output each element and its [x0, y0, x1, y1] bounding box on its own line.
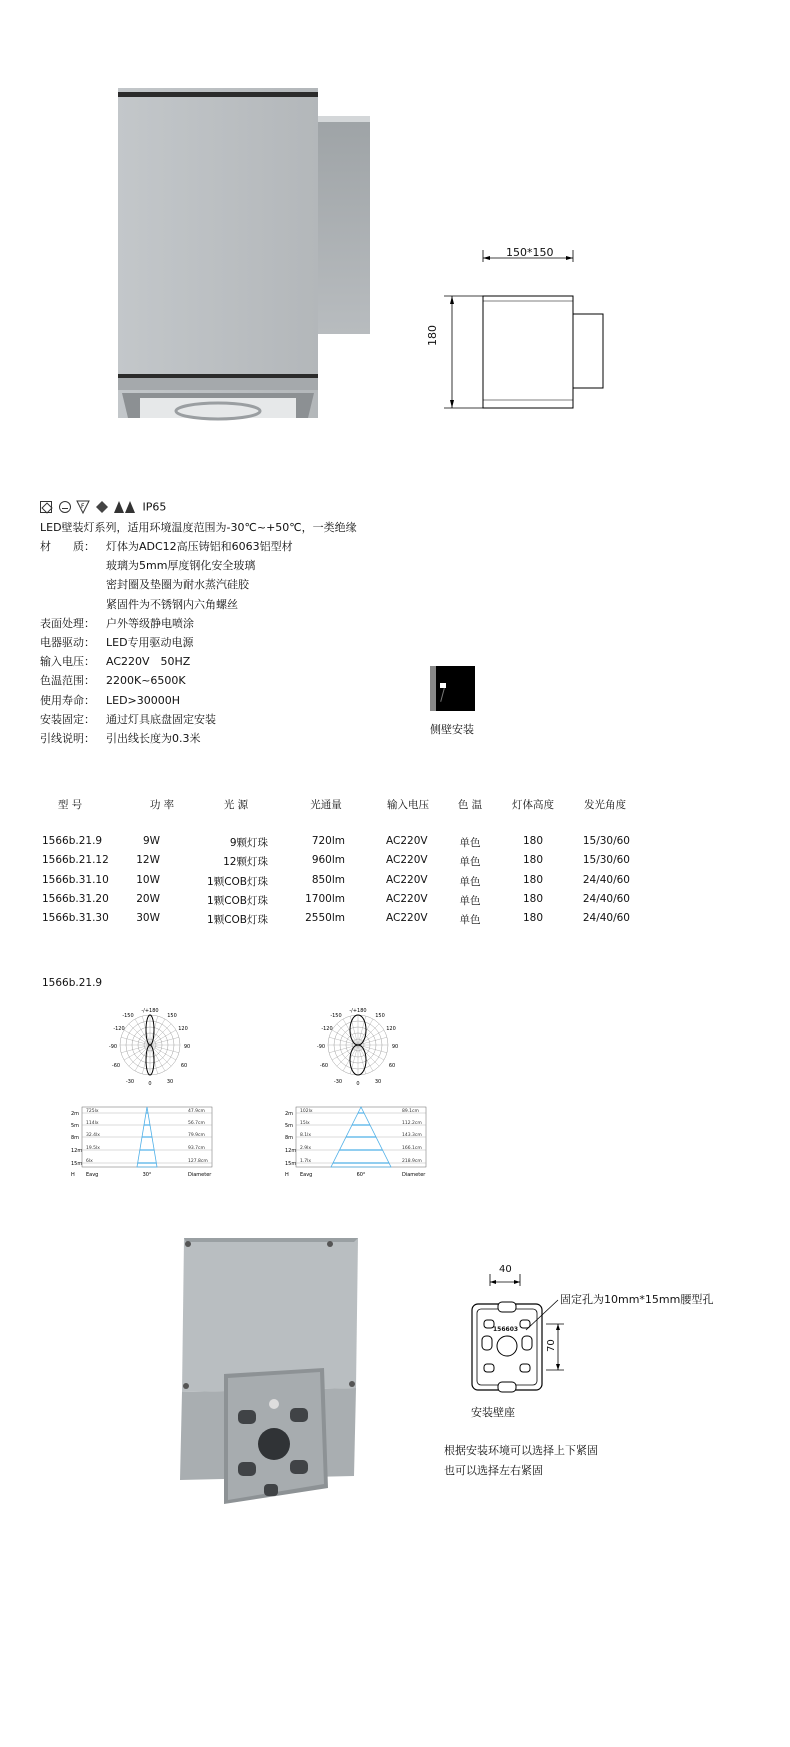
spec-row: [40, 538, 293, 554]
axis-h: H: [71, 1172, 75, 1178]
axis-diameter: Diameter: [402, 1172, 426, 1178]
polar-label: 90: [391, 1044, 399, 1050]
polar-label: -150: [330, 1013, 342, 1019]
spec-value: 引出线长度为0.3米: [106, 732, 201, 745]
table-cell: 1566b.21.12: [42, 854, 109, 867]
table-header: 光 源: [223, 799, 249, 811]
beam-table-30: [70, 1103, 220, 1183]
table-cell: 1颗COB灯珠: [207, 914, 268, 927]
polar-label: -90: [108, 1044, 118, 1050]
photometric-model: 1566b.21.9: [42, 977, 103, 989]
spec-label: 引线说明：: [40, 732, 95, 745]
beam-distance: 2m: [285, 1111, 294, 1117]
beam-lux: 1.7lx: [300, 1159, 312, 1164]
polar-label: -90: [316, 1044, 326, 1050]
table-cell: 30W: [136, 912, 160, 925]
intro-text: LED壁装灯系列，适用环境温度范围为-30℃~+50℃，一类绝缘: [40, 521, 357, 534]
mount-dim-side: 70: [546, 1339, 557, 1352]
table-header: 色 温: [457, 799, 483, 811]
polar-label: -30: [125, 1079, 135, 1085]
table-header: 功 率: [149, 799, 175, 811]
spec-value: 玻璃为5mm厚度钢化安全玻璃: [106, 559, 256, 573]
table-header: 发光角度: [584, 799, 626, 811]
polar-label: -60: [319, 1063, 329, 1069]
axis-eavg: Eavg: [86, 1172, 99, 1178]
svg-text:F: F: [81, 503, 85, 510]
beam-lux: 114lx: [86, 1121, 99, 1126]
table-cell: 2550lm: [305, 912, 345, 925]
polar-label: -/+180: [141, 1008, 159, 1014]
polar-label: -/+180: [349, 1008, 367, 1014]
axis-diameter: Diameter: [188, 1172, 212, 1178]
table-cell: AC220V: [386, 873, 428, 886]
polar-label: -60: [111, 1063, 121, 1069]
polar-label: 150: [375, 1013, 385, 1019]
table-header: 灯体高度: [512, 799, 554, 811]
ground-icon: [59, 501, 71, 513]
table-cell: 10W: [136, 873, 160, 886]
mount-dim-top: 40: [499, 1264, 512, 1275]
beam-diameter: 112.2cm: [402, 1121, 422, 1126]
beam-diameter: 166.1cm: [402, 1146, 422, 1151]
mount-photo: [178, 1238, 374, 1506]
beam-diameter: 93.7cm: [188, 1146, 205, 1151]
table-header: 输入电压: [387, 799, 429, 811]
table-cell: 12颗灯珠: [223, 856, 268, 869]
spec-label: 材 质：: [40, 540, 95, 553]
spec-value: LED专用驱动电源: [106, 636, 194, 649]
polar-label: -120: [321, 1026, 333, 1032]
polar-label: -30: [333, 1079, 343, 1085]
polar-label: 60: [388, 1063, 396, 1069]
beam-diameter: 47.9cm: [188, 1109, 205, 1114]
polar-label: 150: [167, 1013, 177, 1019]
spec-row: [40, 634, 194, 650]
table-cell: 12W: [136, 854, 160, 867]
width-dimension-label: 150*150: [506, 246, 554, 259]
mount-caption: 安装壁座: [471, 1406, 515, 1419]
table-cell: AC220V: [386, 854, 428, 867]
spec-row: [40, 615, 194, 631]
table-cell: 180: [522, 892, 544, 905]
spec-value: 灯体为ADC12高压铸铝和6063铝型材: [106, 540, 293, 553]
beam-diameter: 56.7cm: [188, 1121, 205, 1126]
spec-row: [40, 672, 186, 688]
spec-value: 户外等级静电喷涂: [106, 616, 194, 630]
polar-label: -120: [113, 1026, 125, 1032]
spec-row: [40, 730, 201, 746]
dimension-drawing: [420, 238, 620, 418]
beam-angle: 60°: [356, 1172, 366, 1178]
mount-plate-drawing: [460, 1264, 580, 1400]
table-cell: 24/40/60: [582, 873, 630, 886]
height-dimension-label: 180: [426, 325, 439, 346]
axis-h: H: [285, 1172, 289, 1178]
beam-table-60: [284, 1103, 434, 1183]
table-cell: AC220V: [386, 912, 428, 925]
spec-value: 密封圈及垫圈为耐水蒸汽硅胶: [106, 578, 249, 592]
spec-value: 2200K~6500K: [106, 674, 186, 688]
table-header: 型 号: [57, 799, 83, 811]
table-cell: 单色: [459, 914, 481, 927]
beam-lux: 15lx: [300, 1121, 310, 1126]
spec-label: 表面处理：: [40, 616, 95, 630]
beam-distance: 12m: [71, 1148, 83, 1154]
table-cell: 单色: [459, 856, 481, 869]
mount-note-2: 也可以选择左右紧固: [444, 1464, 543, 1477]
beam-distance: 2m: [71, 1111, 80, 1117]
hole-note: 固定孔为10mm*15mm腰型孔: [560, 1293, 714, 1306]
polar-label: 120: [386, 1026, 396, 1032]
beam-lux: 32.4lx: [86, 1133, 100, 1138]
table-cell: 1颗COB灯珠: [207, 875, 268, 888]
polar-label: 30: [166, 1079, 174, 1085]
spec-value: 紧固件为不锈钢内六角螺丝: [106, 597, 238, 611]
beam-diameter: 89.1cm: [402, 1109, 419, 1114]
table-cell: 单色: [459, 837, 481, 849]
install-label: 侧壁安装: [430, 723, 474, 736]
beam-diameter: 79.9cm: [188, 1133, 205, 1138]
beam-diameter: 143.3cm: [402, 1133, 422, 1138]
spec-row: [40, 692, 180, 708]
table-cell: 15/30/60: [582, 854, 630, 867]
table-cell: 24/40/60: [582, 892, 630, 905]
beam-distance: 8m: [71, 1135, 80, 1141]
polar-label: 60: [180, 1063, 188, 1069]
table-cell: 1566b.31.10: [42, 873, 109, 886]
spec-label: 安装固定：: [40, 712, 95, 726]
class-ii-icon: [40, 501, 52, 513]
beam-angle: 30°: [142, 1172, 152, 1178]
spec-label: 电器驱动：: [40, 636, 95, 649]
table-cell: 1566b.31.30: [42, 912, 109, 925]
certification-icons: [40, 500, 166, 514]
table-cell: 单色: [459, 875, 481, 888]
table-cell: 1566b.21.9: [42, 835, 103, 847]
spec-row: [40, 653, 190, 669]
spec-row: [40, 576, 249, 592]
polar-chart-30: [110, 1003, 200, 1093]
spec-value: 通过灯具底盘固定安装: [106, 712, 216, 726]
spec-label: 色温范围：: [40, 674, 95, 688]
table-cell: 20W: [136, 892, 160, 905]
spec-value: LED>30000H: [106, 693, 181, 707]
ip-rating: IP65: [142, 500, 167, 514]
spec-row: [40, 711, 216, 727]
spec-label: 输入电压：: [40, 655, 95, 669]
axis-eavg: Eavg: [300, 1172, 313, 1178]
beam-lux: 19.5lx: [86, 1146, 100, 1151]
beam-distance: 15m: [71, 1161, 83, 1167]
table-cell: 180: [522, 873, 544, 886]
side-wall-install-icon: [430, 666, 475, 711]
table-cell: 960lm: [311, 854, 345, 867]
beam-lux: 2.9lx: [300, 1146, 312, 1151]
beam-lux: 102lx: [300, 1109, 313, 1114]
f-mark-icon: [77, 501, 89, 513]
beam-distance: 12m: [285, 1148, 297, 1154]
table-cell: AC220V: [386, 835, 428, 847]
beam-lux: 725lx: [86, 1109, 99, 1114]
weather-proof-icon: [96, 501, 108, 513]
table-header: 光通量: [310, 799, 342, 811]
table-cell: 1颗COB灯珠: [207, 894, 268, 907]
table-cell: 15/30/60: [582, 835, 630, 847]
spec-value: AC220V 50HZ: [106, 655, 191, 669]
table-cell: 180: [522, 912, 544, 925]
table-cell: 24/40/60: [582, 912, 630, 925]
table-cell: AC220V: [386, 892, 428, 905]
table-cell: 9颗灯珠: [229, 837, 268, 849]
warning-icon: [114, 501, 136, 513]
polar-label: 0: [356, 1081, 360, 1087]
beam-lux: 8.1lx: [300, 1133, 312, 1138]
table-cell: 1566b.31.20: [42, 892, 109, 905]
polar-chart-60: [318, 1003, 408, 1093]
spec-row: [40, 596, 238, 612]
table-cell: 180: [522, 835, 544, 847]
beam-diameter: 218.9cm: [402, 1159, 422, 1164]
spec-row: [40, 557, 255, 573]
table-cell: 9W: [142, 835, 160, 847]
mount-note-1: 根据安装环境可以选择上下紧固: [444, 1444, 598, 1457]
polar-label: -150: [122, 1013, 134, 1019]
beam-distance: 8m: [285, 1135, 294, 1141]
beam-distance: 5m: [285, 1123, 294, 1129]
beam-distance: 5m: [71, 1123, 80, 1129]
table-cell: 单色: [459, 894, 481, 907]
beam-distance: 15m: [285, 1161, 297, 1167]
table-cell: 1700lm: [305, 892, 345, 905]
mount-plate-code: 156603: [493, 1326, 519, 1333]
product-photo: [118, 88, 378, 418]
table-cell: 720lm: [311, 835, 345, 847]
beam-diameter: 127.8cm: [188, 1159, 208, 1164]
polar-label: 30: [374, 1079, 382, 1085]
table-cell: 180: [522, 854, 544, 867]
polar-label: 90: [183, 1044, 191, 1050]
beam-lux: 6lx: [86, 1159, 93, 1164]
polar-label: 120: [178, 1026, 188, 1032]
spec-label: 使用寿命：: [40, 693, 95, 707]
polar-label: 0: [148, 1081, 152, 1087]
table-cell: 850lm: [311, 873, 345, 886]
